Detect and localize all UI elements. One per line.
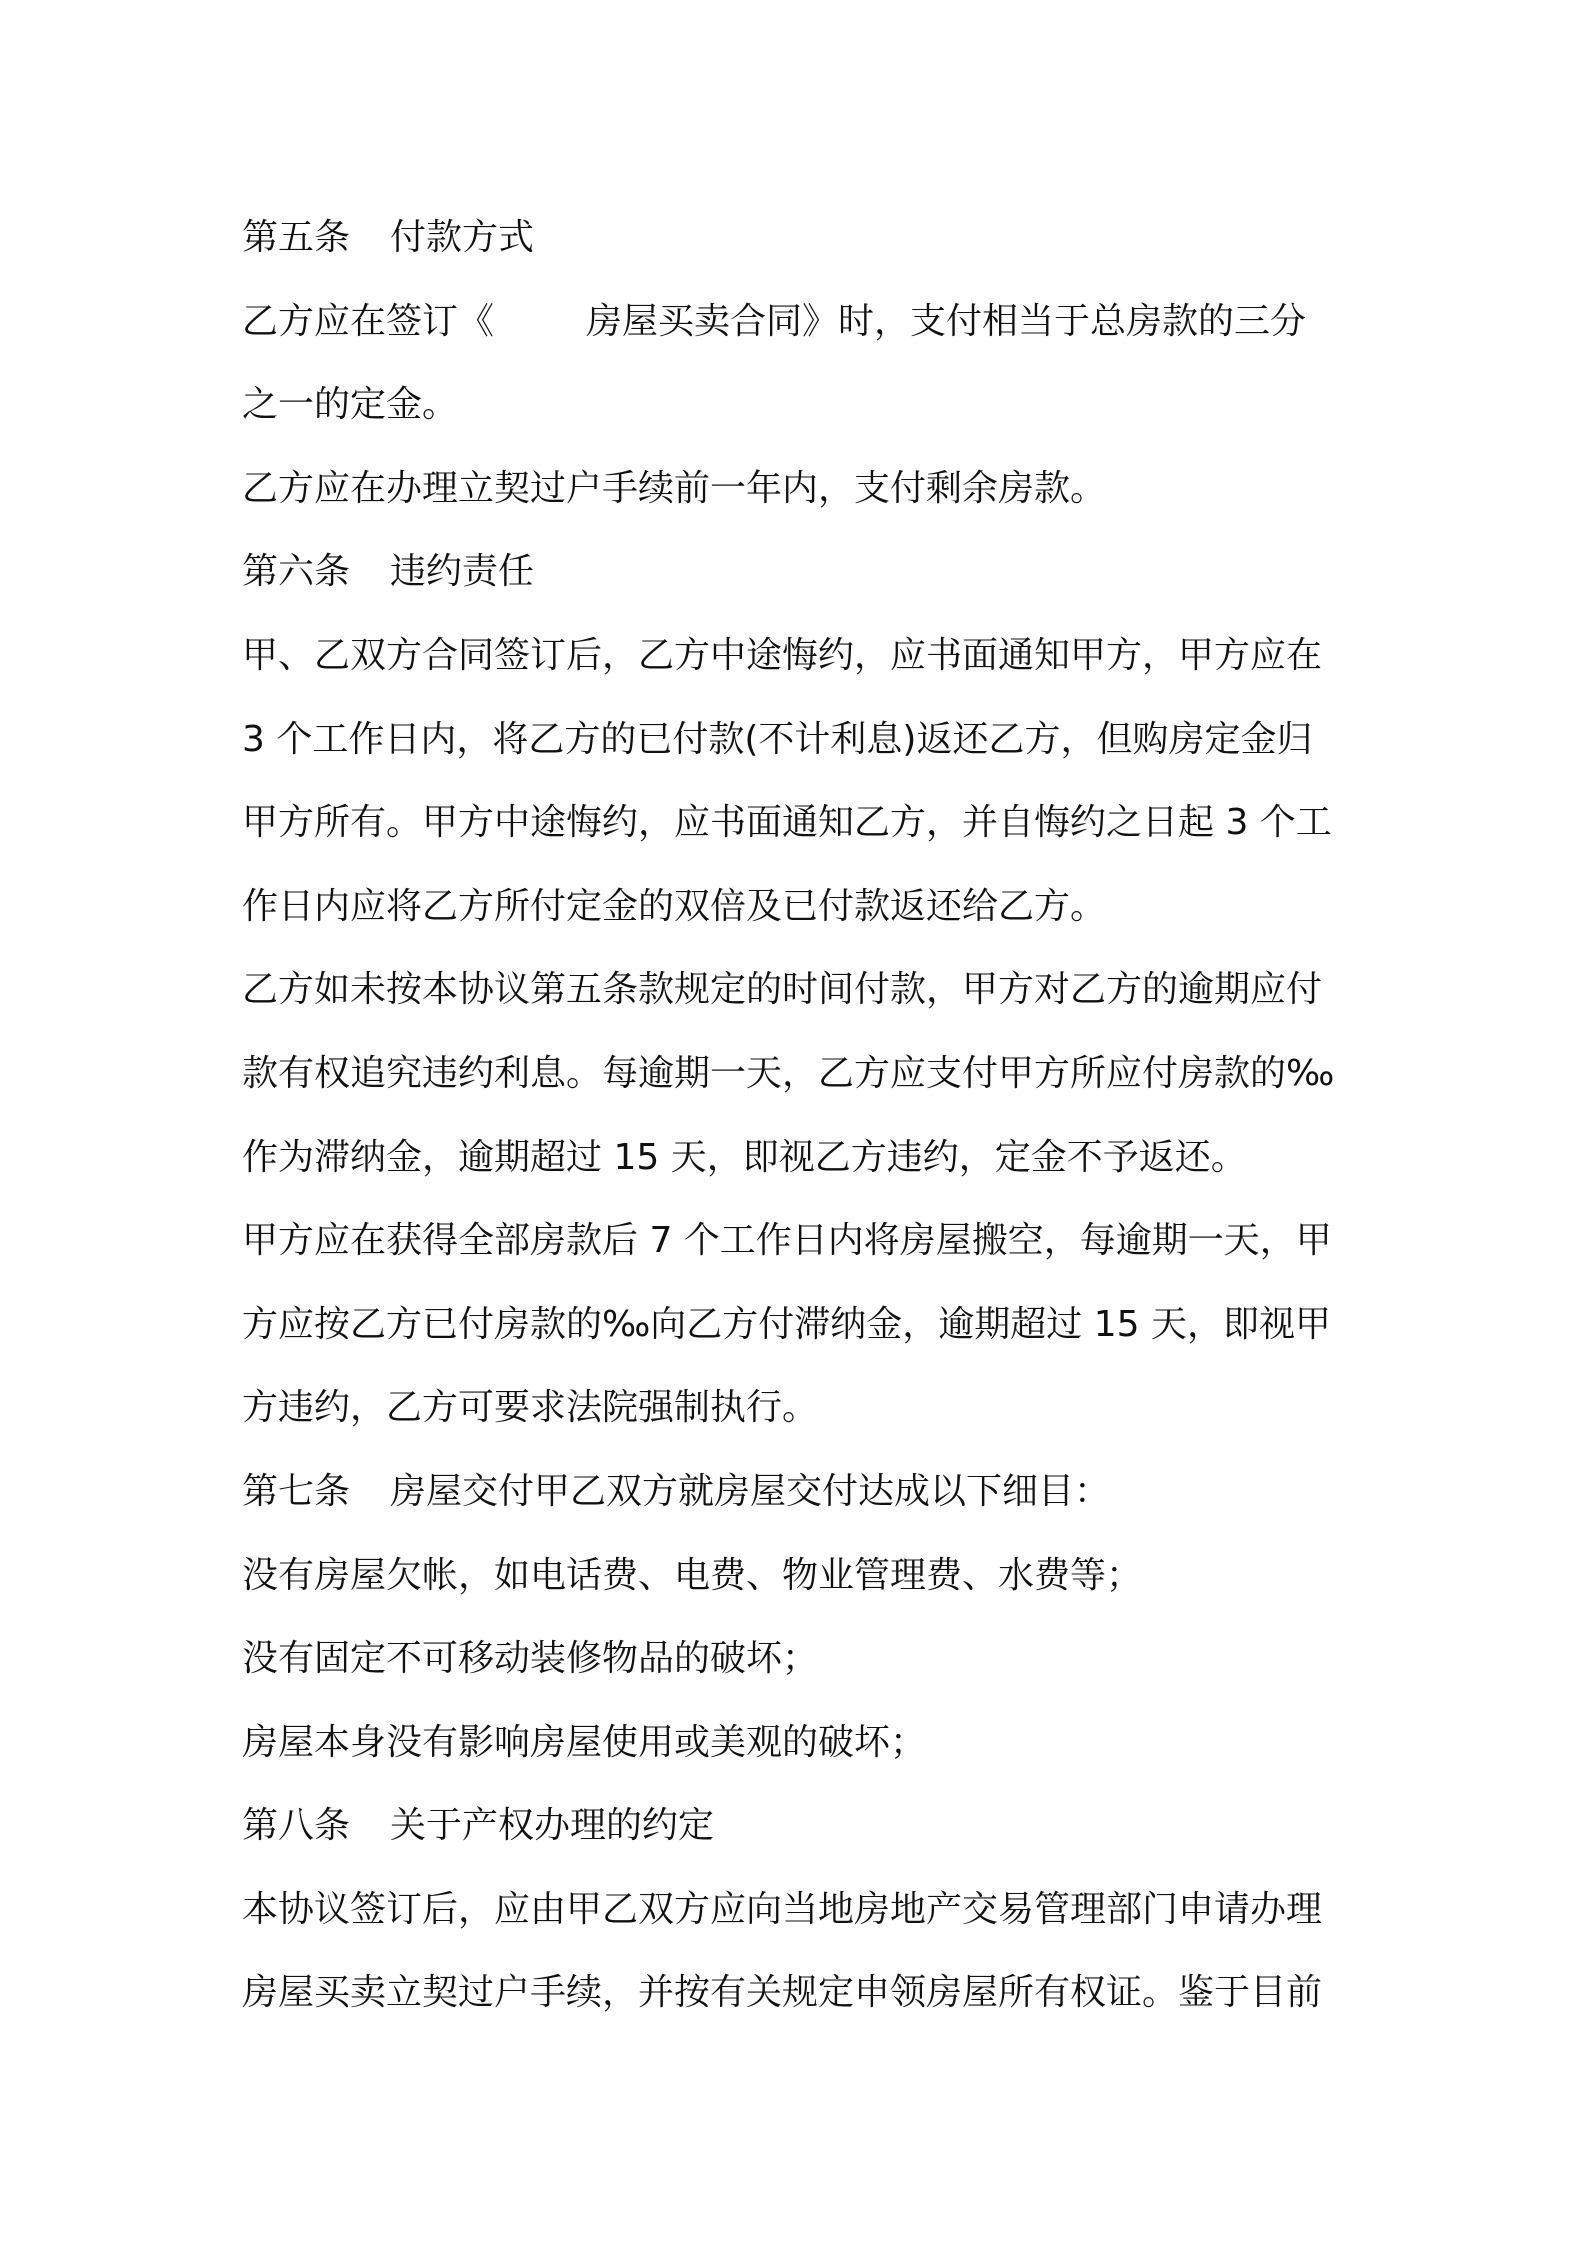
article-6-paragraph-2-line: 作为滞纳金，逾期超过 15 天，即视乙方违约，定金不予返还。 [242, 1136, 1247, 1178]
article-6-label: 第六条 [242, 551, 351, 593]
article-5-label: 第五条 [242, 217, 351, 258]
contract-text [242, 196, 1362, 2035]
article-8-paragraph-1-line: 房屋买卖立契过户手续，并按有关规定申领房屋所有权证。鉴于目前 [242, 1972, 1323, 2014]
article-6-paragraph-1-line: 作日内应将乙方所付定金的双倍及已付款返还给乙方。 [242, 885, 1107, 927]
article-7-item: 房屋本身没有影响房屋使用或美观的破坏； [242, 1721, 927, 1763]
article-7-item: 没有房屋欠帐，如电话费、电费、物业管理费、水费等； [242, 1554, 1143, 1596]
article-6-paragraph-3-line: 方违约，乙方可要求法院强制执行。 [242, 1387, 819, 1429]
article-5-paragraph-2: 乙方应在办理立契过户手续前一年内，支付剩余房款。 [242, 467, 1107, 509]
article-6-heading [242, 530, 1362, 614]
article-7-label: 第七条 [242, 1470, 351, 1512]
article-8-heading [242, 1784, 1362, 1868]
article-6-paragraph-3-line: 甲方应在获得全部房款后 7 个工作日内将房屋搬空，每逾期一天，甲 [242, 1220, 1332, 1262]
article-6-title: 违约责任 [390, 551, 535, 593]
article-5-title: 付款方式 [390, 217, 535, 258]
article-5-heading [242, 196, 1362, 280]
article-7-item: 没有固定不可移动装修物品的破坏； [242, 1638, 819, 1680]
article-6-paragraph-2-line: 款有权追究违约利息。每逾期一天，乙方应支付甲方所应付房款的‰ [242, 1052, 1335, 1094]
article-8-label: 第八条 [242, 1805, 351, 1847]
article-8-paragraph-1-line: 本协议签订后，应由甲乙双方应向当地房地产交易管理部门申请办理 [242, 1888, 1323, 1930]
article-5-paragraph-1-line-1: 乙方应在签订《 房屋买卖合同》时，支付相当于总房款的三分 [242, 300, 1307, 342]
article-8-title: 关于产权办理的约定 [390, 1805, 715, 1847]
article-6-paragraph-1-line: 甲、乙双方合同签订后，乙方中途悔约，应书面通知甲方，甲方应在 [242, 634, 1323, 676]
article-6-paragraph-1-line: 3 个工作日内，将乙方的已付款(不计利息)返还乙方，但购房定金归 [242, 718, 1313, 760]
article-6-paragraph-1-line: 甲方所有。甲方中途悔约，应书面通知乙方，并自悔约之日起 3 个工 [242, 802, 1332, 844]
article-7-heading [242, 1450, 1362, 1534]
article-7-title: 房屋交付甲乙双方就房屋交付达成以下细目： [390, 1470, 1111, 1512]
article-6-paragraph-3-line: 方应按乙方已付房款的‰向乙方付滞纳金，逾期超过 15 天，即视甲 [242, 1303, 1332, 1345]
article-5-paragraph-1-line-2: 之一的定金。 [242, 384, 459, 426]
article-6-paragraph-2-line: 乙方如未按本协议第五条款规定的时间付款，甲方对乙方的逾期应付 [242, 969, 1323, 1011]
